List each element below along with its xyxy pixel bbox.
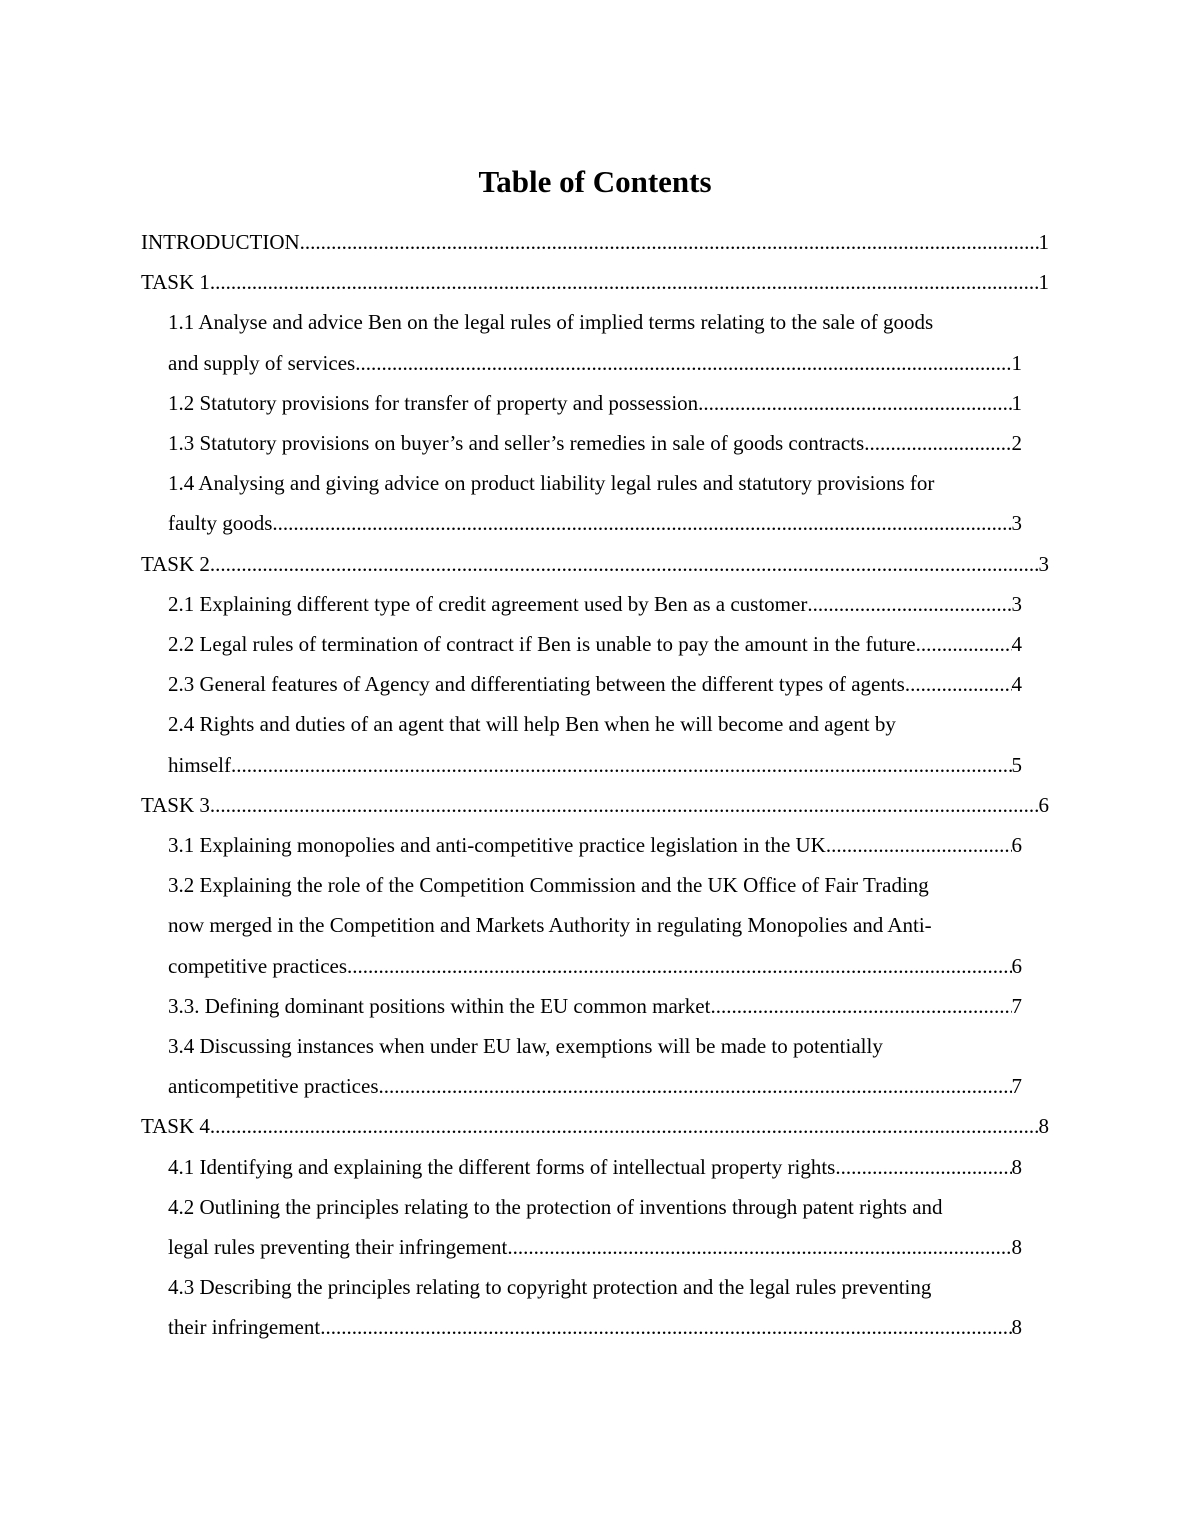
toc-page-number: 8 [1011, 1154, 1022, 1179]
dot-leader [320, 1307, 1011, 1347]
toc-entry-row [168, 343, 1022, 383]
toc-entry-label: TASK 3 [141, 792, 210, 817]
dot-leader [915, 664, 1011, 704]
toc-entry[interactable] [141, 1106, 1049, 1146]
toc-entry-label: their infringement [168, 1315, 321, 1340]
toc-entry[interactable] [141, 544, 1049, 584]
toc-page-number: 5 [1011, 752, 1022, 777]
dot-leader [835, 1147, 1011, 1187]
toc-entry-row [141, 785, 1049, 825]
toc-page-number: 3 [1011, 591, 1022, 616]
toc-entry-label: and supply of services [168, 350, 356, 375]
page-title: Table of Contents [478, 164, 712, 199]
toc-entry[interactable] [168, 463, 1022, 543]
toc-entry-label: TASK 1 [141, 270, 210, 295]
toc-entry-row [141, 262, 1049, 302]
dot-leader [921, 624, 1012, 664]
toc-entry-row [168, 664, 1022, 704]
toc-entry[interactable] [141, 785, 1049, 825]
toc-page-number: 8 [1011, 1315, 1022, 1340]
toc-entry-label: 4.1 Identifying and explaining the different forms of intellectual property rights [168, 1154, 836, 1179]
toc-page-number: 1 [1011, 350, 1022, 375]
toc-entry-row [141, 222, 1049, 262]
toc-entry-line: now merged in the Competition and Markets Authority in regulating Monopolies and Anti- [168, 913, 932, 938]
toc-entry-label: INTRODUCTION [141, 230, 300, 254]
toc-entry-label: 3.3. Defining dominant positions within the EU common market [168, 993, 711, 1018]
toc-entry-label: faulty goods [168, 511, 273, 536]
toc-page-number: 6 [1011, 833, 1022, 858]
dot-leader [300, 222, 1039, 262]
toc-entry-line: 3.2 Explaining the role of the Competition Commission and the UK Office of Fair Trading [168, 873, 929, 898]
dot-leader [698, 383, 1011, 423]
toc-entry[interactable] [168, 624, 1022, 664]
toc-page-number: 4 [1011, 632, 1022, 657]
toc-entry-row [168, 503, 1022, 543]
toc-entry-label: 3.1 Explaining monopolies and anti-competitive practice legislation in the UK [168, 833, 826, 858]
toc-entry-row [168, 1147, 1022, 1187]
toc-entry[interactable] [141, 222, 1049, 262]
toc-entry-line: 1.4 Analysing and giving advice on product liability legal rules and statutory provisions for [168, 471, 935, 496]
toc-entry[interactable] [168, 1026, 1022, 1106]
dot-leader [379, 1066, 1012, 1106]
toc-entry-row [141, 544, 1049, 584]
toc-entry[interactable] [168, 302, 1022, 382]
toc-entry-label: TASK 2 [141, 551, 210, 576]
toc-entry-row [168, 986, 1022, 1026]
dot-leader [826, 825, 1012, 865]
toc-page-number: 7 [1011, 1074, 1022, 1099]
dot-leader [231, 745, 1012, 785]
toc-entry-row [168, 946, 1022, 986]
toc-entry-label: 2.2 Legal rules of termination of contract if Ben is unable to pay the amount in the future. [168, 632, 921, 657]
toc-entry-label: 1.3 Statutory provisions on buyer’s and seller’s remedies in sale of goods contracts [168, 431, 865, 456]
dot-leader [210, 1106, 1039, 1146]
toc-entry-row [168, 383, 1022, 423]
dot-leader [507, 1227, 1011, 1267]
toc-entry[interactable] [168, 664, 1022, 704]
toc-entry[interactable] [168, 423, 1022, 463]
toc-entry-line: 2.4 Rights and duties of an agent that will help Ben when he will become and agent by [168, 712, 896, 737]
toc-page-number: 3 [1011, 511, 1022, 536]
toc-entry-row [168, 825, 1022, 865]
toc-entry-row [141, 1106, 1049, 1146]
toc-page-number: 2 [1011, 431, 1022, 456]
toc-entry-row [168, 584, 1022, 624]
toc-entry[interactable] [168, 584, 1022, 624]
toc-entry-line: 1.1 Analyse and advice Ben on the legal rules of implied terms relating to the sale of goods [168, 310, 934, 335]
toc-entry[interactable] [168, 1187, 1022, 1267]
toc-entry-line: 4.3 Describing the principles relating to copyright protection and the legal rules preventing [168, 1275, 932, 1300]
toc-entry[interactable] [168, 865, 1022, 986]
toc-page-number: 8 [1011, 1235, 1022, 1260]
dot-leader [864, 423, 1011, 463]
toc-entry-row [168, 745, 1022, 785]
toc-entry[interactable] [168, 1147, 1022, 1187]
toc-entry-row [168, 423, 1022, 463]
toc-entry[interactable] [168, 704, 1022, 784]
toc-entry-label: 2.3 General features of Agency and differentiating between the different types of agents.. [168, 672, 916, 697]
toc-entry-line: 3.4 Discussing instances when under EU law, exemptions will be made to potentially [168, 1034, 883, 1059]
toc-entry[interactable] [168, 986, 1022, 1026]
dot-leader [710, 986, 1011, 1026]
toc-page-number: 6 [1038, 792, 1049, 817]
toc-entry[interactable] [168, 825, 1022, 865]
toc-entry-label: competitive practices [168, 953, 348, 978]
dot-leader [210, 544, 1039, 584]
toc-entry-row [168, 624, 1022, 664]
dot-leader [807, 584, 1011, 624]
toc-entry-row [168, 1307, 1022, 1347]
toc-page-number: 6 [1011, 953, 1022, 978]
toc-entry-label: 1.2 Statutory provisions for transfer of property and possession [168, 390, 699, 415]
dot-leader [210, 785, 1039, 825]
toc-entry[interactable] [168, 383, 1022, 423]
dot-leader [355, 343, 1011, 383]
dot-leader [272, 503, 1011, 543]
toc-entry-label: legal rules preventing their infringement [168, 1235, 508, 1260]
toc-page-number: 7 [1011, 993, 1022, 1018]
dot-leader [210, 262, 1039, 302]
toc-entry-label: himself [168, 752, 231, 777]
toc-entry[interactable] [168, 1267, 1022, 1347]
toc-page-number: 1 [1038, 230, 1049, 254]
toc-page-number: 4 [1011, 672, 1022, 697]
toc-page-number: 1 [1038, 270, 1049, 295]
toc-entry-row [168, 1227, 1022, 1267]
toc-entry-line: 4.2 Outlining the principles relating to the protection of inventions through patent rights and [168, 1194, 943, 1219]
toc-entry-label: TASK 4 [141, 1114, 210, 1139]
toc-entry-label: 2.1 Explaining different type of credit agreement used by Ben as a customer [168, 591, 808, 616]
toc-entry-label: anticompetitive practices [168, 1074, 379, 1099]
toc-page-number: 1 [1011, 390, 1022, 415]
toc-entry-row [168, 1066, 1022, 1106]
toc-entry[interactable] [141, 262, 1049, 302]
dot-leader [347, 946, 1011, 986]
table-of-contents [141, 222, 1049, 1348]
toc-page-number: 8 [1038, 1114, 1049, 1139]
toc-page-number: 3 [1038, 551, 1049, 576]
